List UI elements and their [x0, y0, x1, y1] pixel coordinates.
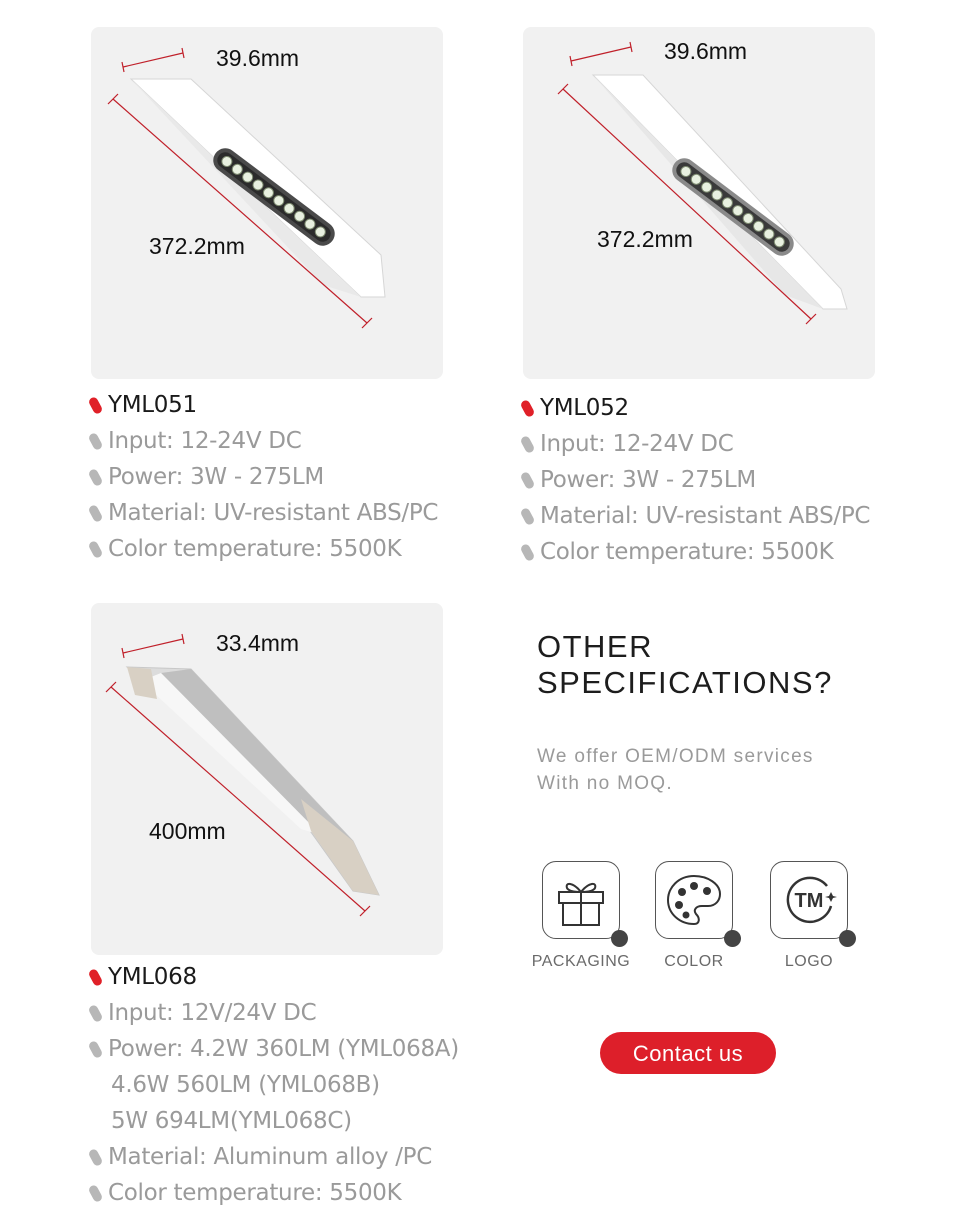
dimension-length-label: 372.2mm [149, 233, 245, 259]
bullet-icon [88, 1039, 104, 1058]
spec-power: Power: 3W - 275LM [91, 459, 438, 495]
bullet-icon [88, 1183, 104, 1202]
spec-input: Input: 12V/24V DC [91, 995, 459, 1031]
spec-color-temperature: Color temperature: 5500K [91, 531, 438, 567]
contact-us-button[interactable]: Contact us [600, 1032, 776, 1074]
palette-icon [656, 862, 732, 938]
bullet-icon [88, 395, 104, 414]
spec-power-variant: 4.6W 560LM (YML068B) [111, 1072, 380, 1098]
bullet-icon [88, 431, 104, 450]
spec-list-yml052 [523, 390, 870, 570]
bullet-icon [88, 467, 104, 486]
model-title: YML051 [91, 387, 438, 423]
service-logo[interactable]: TM LOGO [754, 861, 864, 971]
spec-color-temperature: Color temperature: 5500K [523, 534, 870, 570]
spec-power-variant: 5W 694LM(YML068C) [111, 1108, 352, 1134]
dimension-width-label: 33.4mm [216, 630, 300, 656]
bullet-icon [88, 539, 104, 558]
bullet-icon [520, 434, 536, 453]
dimension-width-label: 39.6mm [664, 38, 748, 64]
spec-material: Material: UV-resistant ABS/PC [91, 495, 438, 531]
model-title: YML052 [523, 390, 870, 426]
other-specifications-heading: OTHER SPECIFICATIONS? [537, 629, 833, 700]
dimension-length-label: 372.2mm [597, 226, 693, 252]
oem-odm-note: We offer OEM/ODM services With no MOQ. [537, 746, 814, 794]
trademark-icon [771, 862, 847, 938]
spec-input: Input: 12-24V DC [91, 423, 438, 459]
spec-list-yml051 [91, 387, 438, 567]
spec-color-temperature: Color temperature: 5500K [91, 1175, 459, 1211]
product-image-yml051 [91, 27, 443, 379]
svg-text:TM: TM [794, 890, 824, 912]
bullet-icon [88, 1147, 104, 1166]
bullet-icon [520, 470, 536, 489]
light-bar-illustration [523, 27, 875, 379]
dimension-length-label: 400mm [149, 818, 226, 844]
bullet-icon [520, 506, 536, 525]
bullet-icon [520, 398, 536, 417]
spec-material: Material: UV-resistant ABS/PC [523, 498, 870, 534]
spec-input: Input: 12-24V DC [523, 426, 870, 462]
bullet-icon [520, 542, 536, 561]
spec-list-yml068 [91, 959, 459, 1211]
product-image-yml052 [523, 27, 875, 379]
spec-material: Material: Aluminum alloy /PC [91, 1139, 459, 1175]
indicator-dot [724, 930, 741, 947]
bullet-icon [88, 1003, 104, 1022]
bullet-icon [88, 503, 104, 522]
service-packaging[interactable]: PACKAGING [526, 861, 636, 971]
indicator-dot [611, 930, 628, 947]
light-bar-illustration [91, 27, 443, 379]
dimension-width-label: 39.6mm [216, 45, 300, 71]
model-title: YML068 [91, 959, 459, 995]
indicator-dot [839, 930, 856, 947]
service-color[interactable]: COLOR [639, 861, 749, 971]
spec-power: Power: 4.2W 360LM (YML068A) [91, 1031, 459, 1067]
spec-power: Power: 3W - 275LM [523, 462, 870, 498]
bullet-icon [88, 967, 104, 986]
product-image-yml068 [91, 603, 443, 955]
gift-box-icon [543, 862, 619, 938]
